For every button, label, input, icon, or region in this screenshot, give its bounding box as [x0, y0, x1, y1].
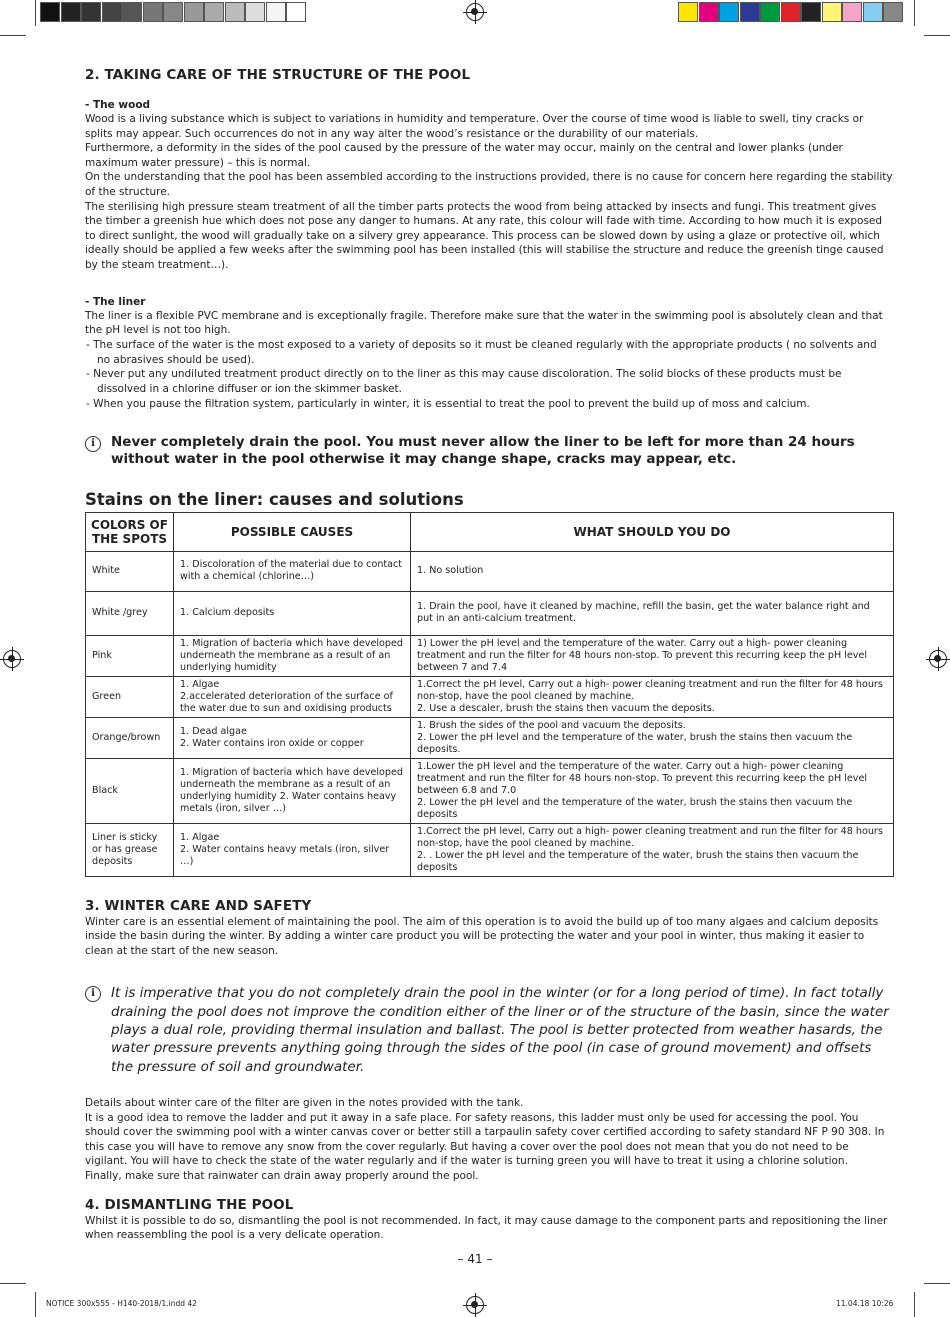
- action-line: 2. . Lower the pH level and the temperature of the water, brush the stains then vacuum the deposits: [417, 849, 859, 873]
- stain-color: White /grey: [92, 607, 148, 619]
- section-2-title: 2. TAKING CARE OF THE STRUCTURE OF THE POOL: [85, 67, 471, 83]
- wood-paragraph: On the understanding that the pool has been assembled according to the instructions provided, there is no cause for concern here regarding the stability of the structure.: [85, 171, 893, 198]
- what-to-do-cell: [411, 591, 894, 635]
- color-swatch: [781, 2, 801, 22]
- action-line: 2. Use a descaler, brush the stains then vacuum the deposits.: [417, 702, 715, 714]
- color-swatch: [225, 2, 245, 22]
- possible-causes-cell: [174, 717, 411, 758]
- stains-title: Stains on the liner: causes and solutions: [85, 489, 464, 509]
- possible-causes-cell: [174, 823, 411, 876]
- list-item: - The surface of the water is the most exposed to a variety of deposits so it must be cleaned regularly with the appropriate products ( no solvents and no abrasives should be used).: [85, 338, 893, 368]
- color-swatch: [719, 2, 739, 22]
- color-swatch: [245, 2, 265, 22]
- action-line: 1.Lower the pH level and the temperature of the water. Carry out a high- power cleaning treatment and run the filter for 48 hours non-stop. To prevent this recurring keep the pH level between 6.8 and 7.0: [417, 760, 868, 796]
- cause-line: 2. Water contains heavy metals (iron, silver …): [180, 843, 390, 867]
- winter-paragraph: It is a good idea to remove the ladder and put it away in a safe place. For safety reasons, this ladder must only be used for accessing the pool. You should cover the swimming pool with a winter canvas cover or better still a tarpaulin safety cover certified according to safety standard NF P 90 308. In this case you will have to remove any snow from the cover regularly. But having a cover over the pool does not mean that you do not need to be vigilant. You will have to check the state of the water regularly and if the water is turning green you will have to treat it using a chlorine solution.: [85, 1111, 885, 1168]
- stain-color-cell: [86, 635, 174, 676]
- action-line: 1.Correct the pH level, Carry out a high- power cleaning treatment and run the filter for 48 hours non-stop, have the pool cleaned by machine.: [417, 825, 883, 849]
- stain-color-cell: [86, 676, 174, 717]
- table-row: [86, 823, 894, 876]
- footer-timestamp: 11.04.18 10:26: [836, 1299, 894, 1308]
- cause-line: 1. Calcium deposits: [180, 607, 275, 619]
- table-header-row: [86, 512, 894, 551]
- crop-mark: [35, 1292, 36, 1317]
- color-swatch: [266, 2, 286, 22]
- list-item: - When you pause the filtration system, particularly in winter, it is essential to treat the pool to prevent the build up of moss and calcium.: [85, 397, 893, 412]
- color-swatch: [81, 2, 101, 22]
- liner-list: [85, 338, 893, 412]
- stains-table-body: [86, 551, 894, 876]
- crop-mark: [0, 35, 26, 36]
- table-row: [86, 551, 894, 591]
- stain-color-cell: [86, 823, 174, 876]
- stain-color-cell: [86, 551, 174, 591]
- crop-mark: [35, 0, 36, 26]
- winter-intro: Winter care is an essential element of maintaining the pool. The aim of this operation is to avoid the build up of too many algaes and calcium deposits inside the basin during the winter. By adding a winter care product you will be protecting the water and your pool in winter, thus making it easier to clean at the start of the new season.: [85, 915, 879, 957]
- crop-mark: [914, 1292, 915, 1317]
- action-line: 2. Lower the pH level and the temperature of the water, brush the stains then vacuum the deposits: [417, 796, 853, 820]
- color-control-bar: [678, 2, 904, 22]
- column-header: WHAT SHOULD YOU DO: [411, 512, 894, 551]
- action-line: 1. Drain the pool, have it cleaned by machine, refill the basin, get the water balance right and put in an anti-calcium treatment.: [417, 601, 870, 625]
- list-item: - Never put any undiluted treatment product directly on to the liner as this may cause discoloration. The solid blocks of these products must be dissolved in a chlorine diffuser or ion the skimmer basket.: [85, 367, 893, 397]
- stain-color: Black: [92, 784, 118, 796]
- cause-line: 2.accelerated deterioration of the surface of the water due to sun and oxidising products: [180, 690, 393, 714]
- color-swatch: [699, 2, 719, 22]
- what-to-do-cell: [411, 758, 894, 823]
- stain-color: Pink: [92, 649, 112, 661]
- color-swatch: [883, 2, 903, 22]
- liner-heading: - The liner: [85, 295, 146, 308]
- winter-paragraph: Finally, make sure that rainwater can drain away properly around the pool.: [85, 1169, 479, 1182]
- what-to-do-cell: [411, 676, 894, 717]
- drain-warning-text: Never completely drain the pool. You must never allow the liner to be left for more than 24 hours without water in the pool otherwise it may change shape, cracks may appear, etc.: [111, 433, 855, 467]
- winter-paragraph: Details about winter care of the filter are given in the notes provided with the tank.: [85, 1096, 524, 1109]
- possible-causes-cell: [174, 758, 411, 823]
- action-line: 1. No solution: [417, 565, 484, 577]
- what-to-do-cell: [411, 717, 894, 758]
- dismantling-text: Whilst it is possible to do so, dismantling the pool is not recommended. In fact, it may cause damage to the component parts and repositioning the liner when reassembling the pool is a very delicate operation.: [85, 1214, 888, 1242]
- color-swatch: [801, 2, 821, 22]
- cause-line: 1. Discoloration of the material due to contact with a chemical (chlorine…): [180, 559, 403, 583]
- wood-heading: - The wood: [85, 99, 151, 111]
- table-row: [86, 758, 894, 823]
- stain-color-cell: [86, 591, 174, 635]
- possible-causes-cell: [174, 635, 411, 676]
- stain-color: Green: [92, 690, 122, 702]
- color-swatch: [822, 2, 842, 22]
- column-header: POSSIBLE CAUSES: [174, 512, 411, 551]
- crop-mark: [914, 0, 915, 26]
- color-swatch: [760, 2, 780, 22]
- liner-intro: The liner is a flexible PVC membrane and is exceptionally fragile. Therefore make sure that the water in the swimming pool is absolutely clean and that the pH level is not too high.: [85, 309, 883, 337]
- stain-color: White: [92, 565, 120, 577]
- color-swatch: [678, 2, 698, 22]
- table-row: [86, 717, 894, 758]
- color-swatch: [102, 2, 122, 22]
- stains-table: [85, 512, 894, 877]
- action-line: 2. Lower the pH level and the temperature of the water, brush the stains then vacuum the deposits.: [417, 731, 853, 755]
- wood-paragraph: The sterilising high pressure steam treatment of all the timber parts protects the wood from being attacked by insects and fungi. This treatment gives the timber a greenish hue which does not pose any danger to humans. At any rate, this colour will fade with time. According to how much it is exposed to direct sunlight, the wood will gradually take on a silvery grey appearance. This process can be slowed down by using a glaze or protective oil, which ideally should be applied a few weeks after the swimming pool has been installed (this will stabilise the structure and reduce the greenish tinge caused by the steam treatment…).: [85, 200, 884, 271]
- table-row: [86, 635, 894, 676]
- color-swatch: [842, 2, 862, 22]
- what-to-do-cell: [411, 635, 894, 676]
- info-icon: i: [85, 986, 101, 1002]
- info-icon: i: [85, 436, 101, 452]
- cause-line: 1. Algae: [180, 831, 220, 843]
- cause-line: 1. Dead algae: [180, 725, 247, 737]
- color-swatch: [143, 2, 163, 22]
- page-content: [85, 62, 893, 1243]
- table-row: [86, 591, 894, 635]
- winter-drain-text: It is imperative that you do not completely drain the pool in the winter (or for a long period of time). In fact totally draining the pool does not improve the condition either of the liner or of the structure of the basin, since the water plays a dual role, providing thermal insulation and ballast. The pool is better protected from weather hasards, the water pressure prevents anything going through the sides of the pool (in case of ground movement) and offsets the pressure of soil and groundwater.: [111, 985, 889, 1075]
- registration-mark-icon: [466, 3, 484, 21]
- column-header: COLORS OF THE SPOTS: [86, 512, 174, 551]
- wood-paragraph: Furthermore, a deformity in the sides of the pool caused by the pressure of the water may occur, mainly on the central and lower planks (under maximum water pressure) – this is normal.: [85, 142, 843, 169]
- page-number: – 41 –: [457, 1252, 493, 1266]
- action-line: 1.Correct the pH level, Carry out a high- power cleaning treatment and run the filter for 48 hours non-stop, have the pool cleaned by machine.: [417, 678, 883, 702]
- crop-mark: [924, 1283, 950, 1284]
- action-line: 1) Lower the pH level and the temperature of the water. Carry out a high- power cleaning treatment and run the filter for 48 hours non-stop. To prevent this recurring keep the pH level between 7 and 7.4: [417, 637, 868, 673]
- color-swatch: [184, 2, 204, 22]
- cause-line: 1. Migration of bacteria which have developed underneath the membrane as a result of an underlying humidity 2. Water contains heavy metals (iron, silver …): [180, 766, 404, 814]
- color-swatch: [40, 2, 60, 22]
- crop-mark: [0, 1283, 26, 1284]
- stain-color-cell: [86, 717, 174, 758]
- color-swatch: [61, 2, 81, 22]
- section-4-title: 4. DISMANTLING THE POOL: [85, 1196, 294, 1213]
- color-swatch: [163, 2, 183, 22]
- registration-mark-icon: [466, 1296, 484, 1314]
- possible-causes-cell: [174, 591, 411, 635]
- cause-line: 1. Migration of bacteria which have developed underneath the membrane as a result of an underlying humidity: [180, 637, 404, 673]
- cause-line: 2. Water contains iron oxide or copper: [180, 737, 364, 749]
- table-row: [86, 676, 894, 717]
- possible-causes-cell: [174, 676, 411, 717]
- color-swatch: [204, 2, 224, 22]
- color-swatch: [122, 2, 142, 22]
- what-to-do-cell: [411, 551, 894, 591]
- crop-mark: [924, 35, 950, 36]
- registration-mark-icon: [929, 650, 947, 668]
- grayscale-color-bar: [40, 2, 307, 22]
- winter-drain-notice: [85, 984, 893, 1075]
- color-swatch: [863, 2, 883, 22]
- color-swatch: [740, 2, 760, 22]
- stain-color-cell: [86, 758, 174, 823]
- drain-warning-notice: [85, 434, 893, 468]
- section-3-title: 3. WINTER CARE AND SAFETY: [85, 897, 312, 914]
- stain-color: Liner is sticky or has grease deposits: [92, 831, 158, 867]
- registration-mark-icon: [3, 650, 21, 668]
- action-line: 1. Brush the sides of the pool and vacuum the deposits.: [417, 719, 686, 731]
- cause-line: 1. Algae: [180, 678, 220, 690]
- color-swatch: [286, 2, 306, 22]
- wood-paragraph: Wood is a living substance which is subject to variations in humidity and temperature. Over the course of time wood is liable to swell, tiny cracks or splits may appear. Such occurrences do not in any way alter the wood’s resistance or the durability of our materials.: [85, 113, 864, 140]
- footer-file-info: NOTICE 300x555 - H140-2018/1.indd 42: [46, 1299, 197, 1308]
- stain-color: Orange/brown: [92, 731, 161, 743]
- what-to-do-cell: [411, 823, 894, 876]
- possible-causes-cell: [174, 551, 411, 591]
